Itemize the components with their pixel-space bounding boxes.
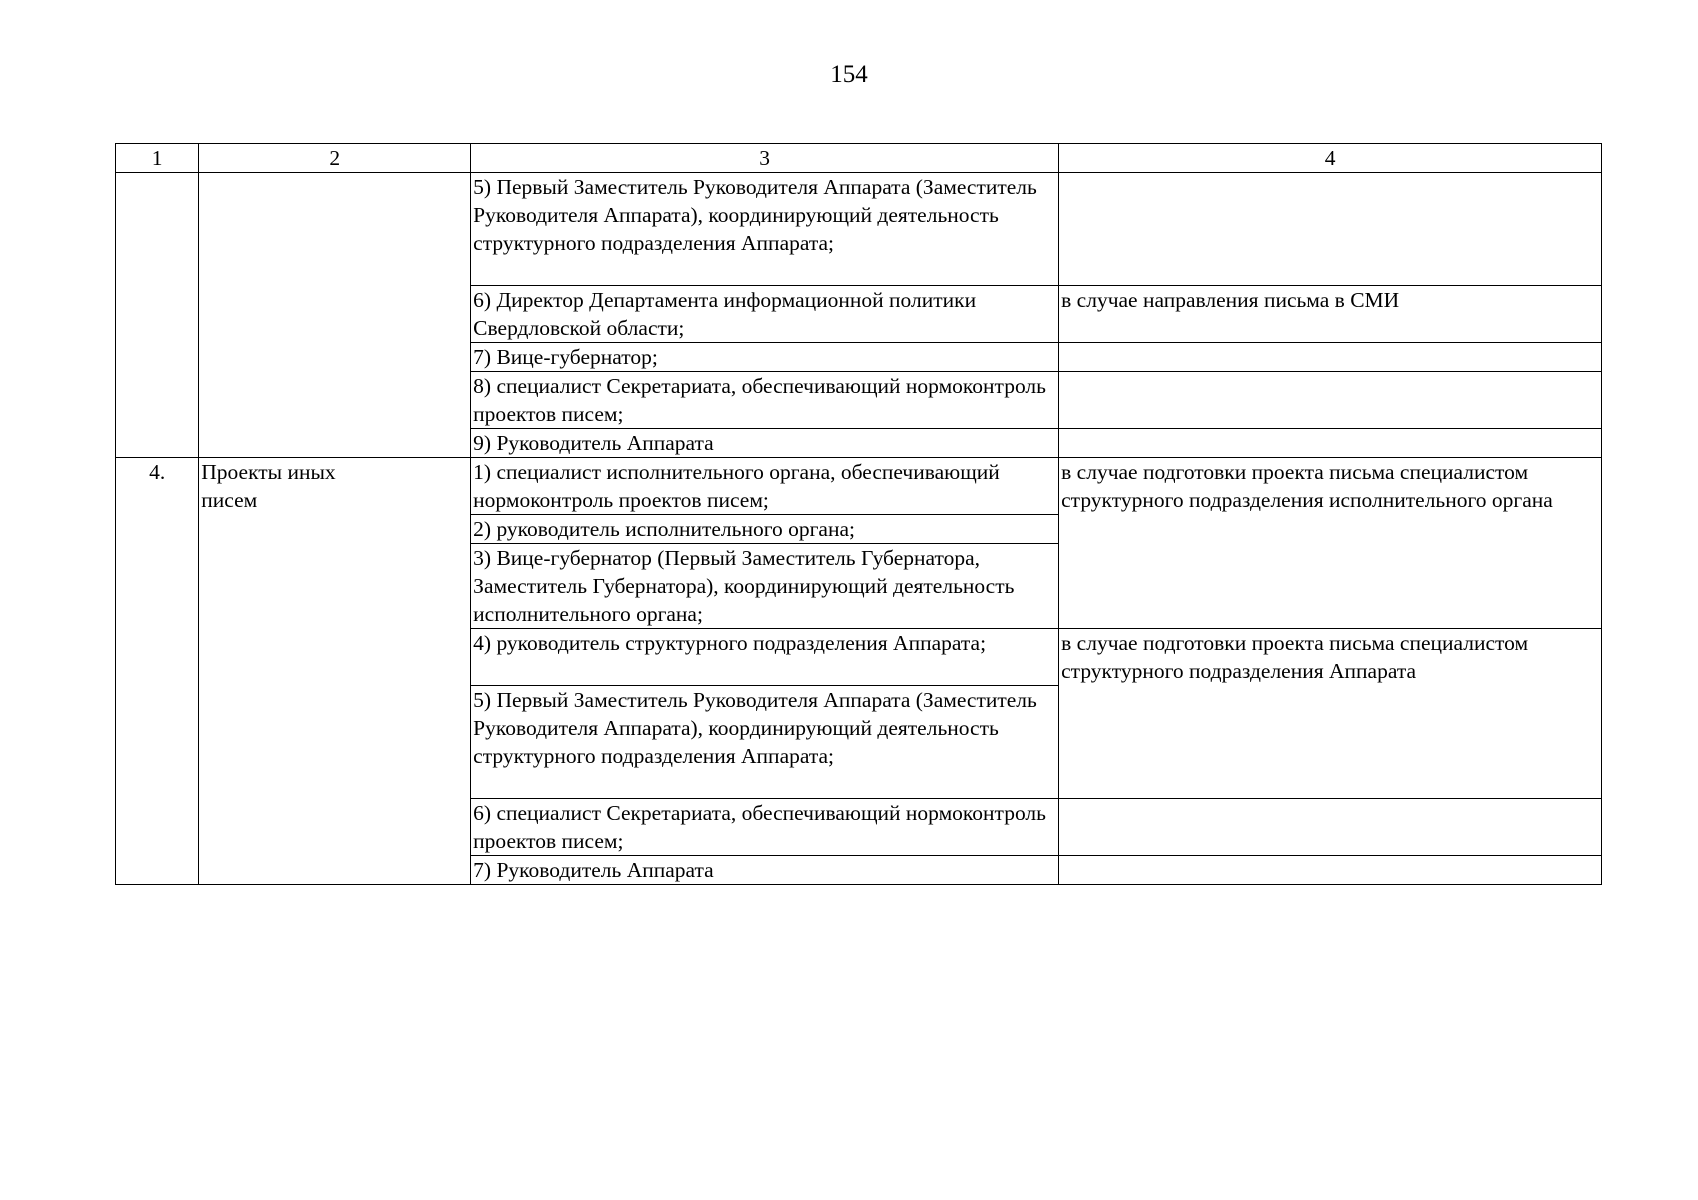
item-name-text: Проекты иных писем: [201, 460, 336, 512]
header-col-1: 1: [116, 144, 199, 173]
step-cell: 8) специалист Секретариата, обеспечивающий нормоконтроль проектов писем;: [471, 372, 1059, 429]
group-a-number-cell: [116, 173, 199, 458]
table-row: [116, 173, 1602, 286]
note-cell: [1059, 173, 1602, 286]
approval-table: [115, 143, 1602, 885]
header-col-3: 3: [471, 144, 1059, 173]
table-row: [116, 458, 1602, 515]
step-cell: 9) Руководитель Аппарата: [471, 429, 1059, 458]
note-cell: в случае подготовки проекта письма специалистом структурного подразделения исполнительного органа: [1059, 458, 1602, 629]
note-cell: в случае подготовки проекта письма специалистом структурного подразделения Аппарата: [1059, 629, 1602, 799]
note-cell: [1059, 429, 1602, 458]
step-cell: 4) руководитель структурного подразделения Аппарата;: [471, 629, 1059, 686]
step-cell: 7) Руководитель Аппарата: [471, 856, 1059, 885]
group-a-name-cell: [199, 173, 471, 458]
page-number: 154: [830, 61, 868, 88]
step-cell: 6) Директор Департамента информационной политики Свердловской области;: [471, 286, 1059, 343]
header-col-4: 4: [1059, 144, 1602, 173]
step-cell: 5) Первый Заместитель Руководителя Аппарата (Заместитель Руководителя Аппарата), координирующий деятельность структурного подразделения Аппарата;: [471, 173, 1059, 286]
note-cell: [1059, 343, 1602, 372]
step-cell: 5) Первый Заместитель Руководителя Аппарата (Заместитель Руководителя Аппарата), координирующий деятельность структурного подразделения Аппарата;: [471, 686, 1059, 799]
step-cell: 1) специалист исполнительного органа, обеспечивающий нормоконтроль проектов писем;: [471, 458, 1059, 515]
step-cell: 3) Вице-губернатор (Первый Заместитель Губернатора, Заместитель Губернатора), координирующий деятельность исполнительного органа;: [471, 544, 1059, 629]
step-cell: 2) руководитель исполнительного органа;: [471, 515, 1059, 544]
item-number: 4.: [116, 458, 199, 885]
note-cell: [1059, 799, 1602, 856]
step-cell: 6) специалист Секретариата, обеспечивающий нормоконтроль проектов писем;: [471, 799, 1059, 856]
note-cell: в случае направления письма в СМИ: [1059, 286, 1602, 343]
note-cell: [1059, 372, 1602, 429]
item-name: [199, 458, 471, 885]
header-col-2: 2: [199, 144, 471, 173]
step-cell: 7) Вице-губернатор;: [471, 343, 1059, 372]
note-cell: [1059, 856, 1602, 885]
table-header-row: [116, 144, 1602, 173]
